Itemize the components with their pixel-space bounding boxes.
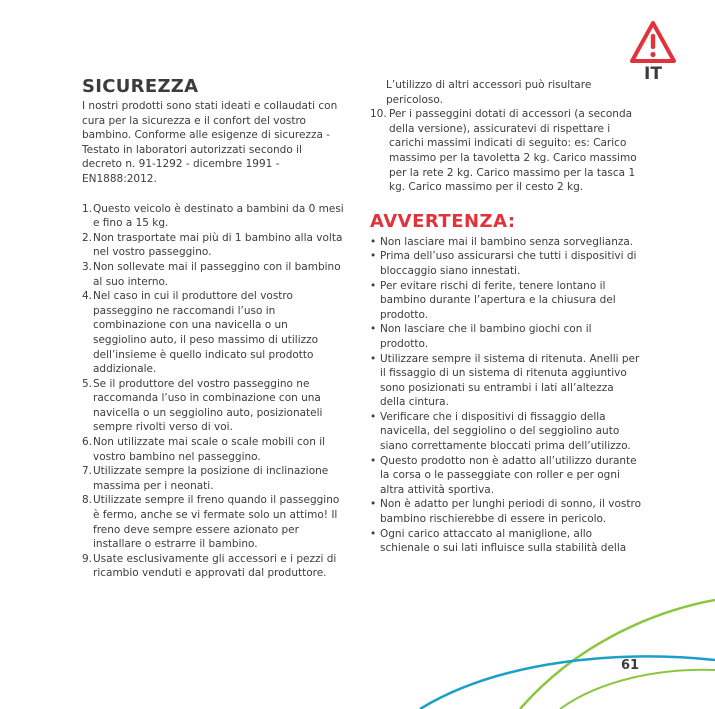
safety-item: 3. Non sollevate mai il passeggino con il bambino al suo interno.: [82, 260, 341, 288]
safety-list: [82, 202, 344, 581]
safety-item: 2. Non trasportate mai più di 1 bambino alla volta nel vostro passeggino.: [82, 231, 343, 259]
warning-triangle-icon: [629, 20, 677, 64]
blue-swoosh: [420, 657, 715, 709]
green-swoosh-2: [560, 670, 715, 709]
warning-item: • Utilizzare sempre il sistema di ritenuta. Anelli per il fissaggio di un sistema di ritenuta aggiuntivo sono posizionati su entrambi i lati all’altezza della cintura.: [370, 352, 642, 410]
safety-list-continued: [370, 107, 642, 195]
warning-item: • Verificare che i dispositivi di fissaggio della navicella, del seggiolino o del seggiolino auto siano correttamente bloccati prima dell’utilizzo.: [370, 410, 642, 454]
safety-item: 6. Non utilizzate mai scale o scale mobili con il vostro bambino nel passeggino.: [82, 436, 326, 463]
safety-item: 1. Questo veicolo è destinato a bambini da 0 mesi e fino a 15 kg.: [82, 202, 344, 230]
warning-item: • Prima dell’uso assicurarsi che tutti i dispositivi di bloccaggio siano innestati.: [370, 249, 642, 278]
right-column: [370, 78, 642, 556]
safety-item: 4. Nel caso in cui il produttore del vostro passeggino ne raccomandi l’uso in combinazione con una navicella o un seggiolino auto, il peso massimo di utilizzo dell’insieme è quello indicato sul prodotto addizionale.: [82, 290, 319, 376]
safety-item: 10. Per i passeggini dotati di accessori (a seconda della versione), assicuratevi di rispettare i carichi massimi indicati di seguito: es: Carico massimo per la tavoletta 2 kg. Carico massimo per la rete 2 kg. Carico massimo per la tasca 1 kg. Carico massimo per il cesto 2 kg.: [370, 108, 637, 194]
warning-title: AVVERTENZA:: [370, 210, 516, 232]
warning-item: • Non lasciare che il bambino giochi con il prodotto.: [370, 322, 642, 351]
warning-item: • Ogni carico attaccato al maniglione, allo schienale o sui lati influisce sulla stabilità della: [370, 527, 642, 556]
safety-item: 7. Utilizzate sempre la posizione di inclinazione massima per i neonati.: [82, 465, 329, 492]
page-number: 61: [621, 658, 640, 673]
warning-item: • Non lasciare mai il bambino senza sorveglianza.: [370, 235, 642, 250]
safety-item: 8. Utilizzate sempre il freno quando il passeggino è fermo, anche se vi fermate solo un attimo! Il freno deve sempre essere azionato per installare o estrarre il bambino.: [82, 494, 340, 551]
warning-item: • Per evitare rischi di ferite, tenere lontano il bambino durante l’apertura e la chiusura del prodotto.: [370, 279, 642, 323]
safety-item: 5. Se il produttore del vostro passeggino ne raccomanda l’uso in combinazione con una navicella o un seggiolino auto, posizionateli sempre rivolti verso di voi.: [82, 377, 323, 434]
safety-item-9-continued: L’utilizzo di altri accessori può risultare pericoloso.: [386, 79, 592, 106]
warning-list: [370, 235, 642, 556]
safety-intro: I nostri prodotti sono stati ideati e collaudati con cura per la sicurezza e il confort del vostro bambino. Conforme alle esigenze di sicurezza - Testato in laboratori autorizzati secondo il decreto n. 91-1292 - dicembre 1991 - EN1888:2012.: [82, 100, 338, 185]
left-column: [82, 76, 344, 581]
warning-item: • Questo prodotto non è adatto all’utilizzo durante la corsa o le passeggiate con roller e per ogni altra attività sportiva.: [370, 454, 642, 498]
warning-item: • Non è adatto per lunghi periodi di sonno, il vostro bambino rischierebbe di essere in pericolo.: [370, 497, 642, 526]
green-swoosh: [520, 600, 715, 709]
safety-item: 9. Usate esclusivamente gli accessori e i pezzi di ricambio venduti e approvati dal produttore.: [82, 552, 337, 580]
language-code: IT: [644, 64, 662, 84]
safety-title: SICUREZZA: [82, 76, 199, 97]
